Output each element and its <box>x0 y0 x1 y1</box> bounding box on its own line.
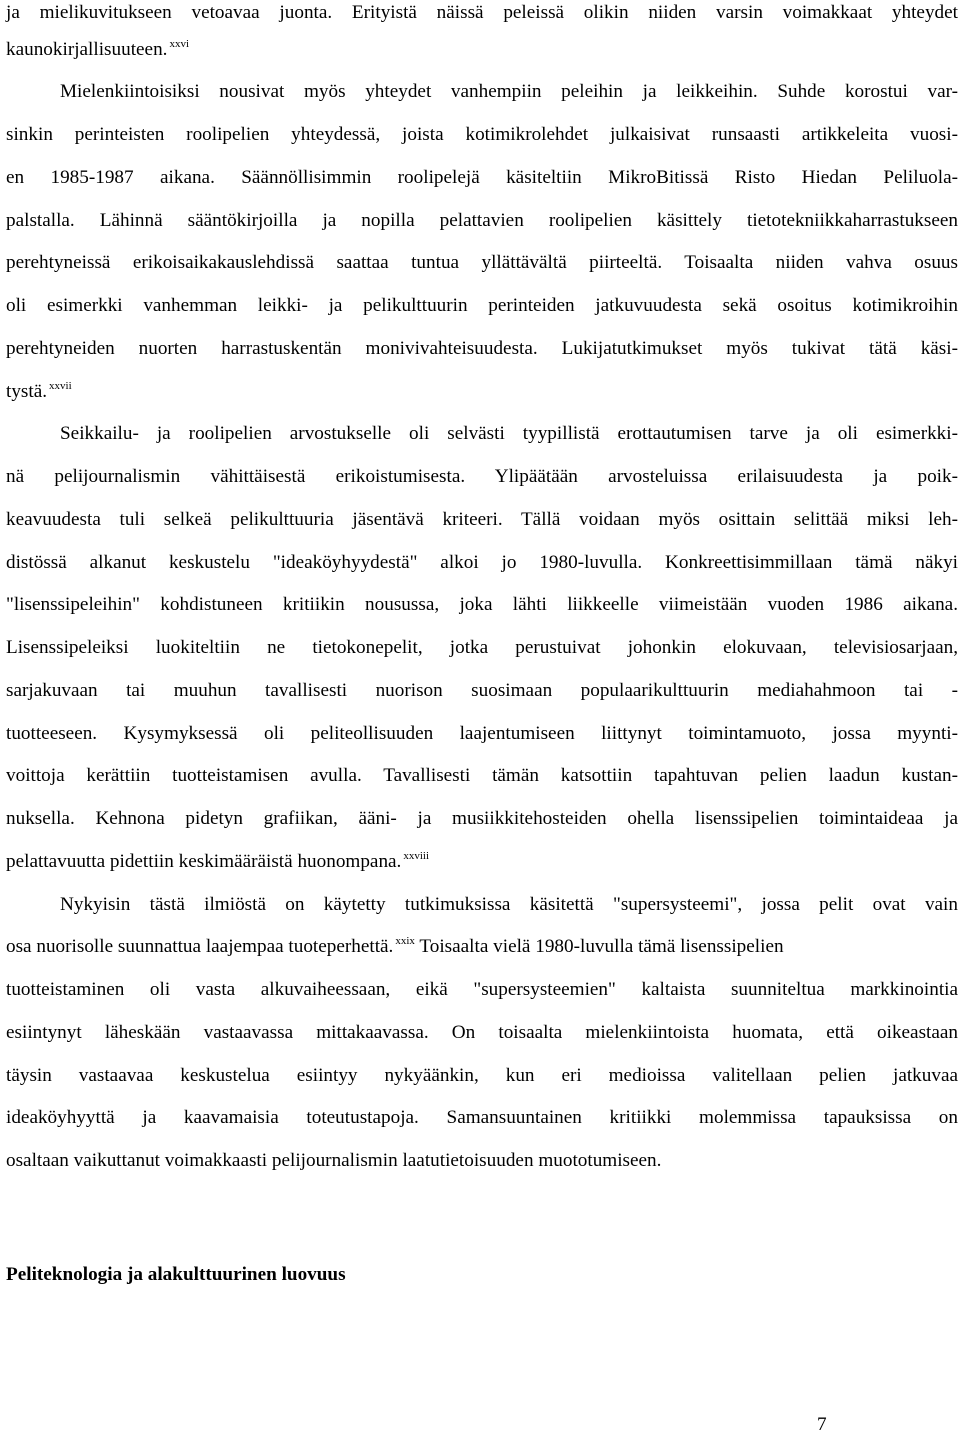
footnote-ref: xxvi <box>169 38 190 51</box>
section-heading: Peliteknologia ja alakulttuurinen luovuus <box>6 1264 346 1285</box>
text-line <box>6 379 958 405</box>
text-line: Mielenkiintoisiksi nousivat myös yhteydet vanhempiin peleihin ja leikkeihin. Suhde korostui var- <box>60 81 958 102</box>
text-line: tuotteistaminen oli vasta alkuvaiheessaan, eikä "supersysteemien" kaltaista suunniteltua markkinointia <box>6 979 958 1000</box>
text-line: distössä alkanut keskustelu "ideaköyhyydestä" alkoi jo 1980-luvulla. Konkreettisimmillaan tämä näkyi <box>6 552 958 573</box>
text-line: Nykyisin tästä ilmiöstä on käytetty tutkimuksissa käsitettä "supersysteemi", jossa pelit ovat vain <box>60 894 958 915</box>
text-line: perehtyneissä erikoisaikakauslehdissä saattaa tuntua yllättävältä piirteeltä. Toisaalta niiden vahva osuus <box>6 252 958 273</box>
text-line: en 1985-1987 aikana. Säännöllisimmin roolipelejä käsiteltiin MikroBitissä Risto Hiedan Peliluola- <box>6 167 958 188</box>
text-line: esiintynyt läheskään vastaavassa mittakaavassa. On toisaalta mielenkiintoista huomata, että oikeastaan <box>6 1022 958 1043</box>
text-line: oli esimerkki vanhemman leikki- ja pelikulttuurin perinteiden jatkuvuudesta sekä osoitus kotimikroihin <box>6 295 958 316</box>
line-text: pelattavuutta pidettiin keskimääräistä huonompana. <box>6 851 402 872</box>
page-number: 7 <box>817 1414 827 1435</box>
text-line: sinkin perinteisten roolipelien yhteydessä, joista kotimikrolehdet julkaisivat runsaasti artikkeleita vuosi- <box>6 124 958 145</box>
text-line: osaltaan vaikuttanut voimakkaasti pelijournalismin laatutietoisuuden muototumiseen. <box>6 1150 662 1171</box>
text-line <box>6 934 958 960</box>
text-line: nuksella. Kehnona pidetyn grafiikan, ääni- ja musiikkitehosteiden ohella lisenssipelien toimintaideaa ja <box>6 808 958 829</box>
text-line: voittoja kerättiin tuotteistamisen avulla. Tavallisesti tämän katsottiin tapahtuvan pelien laadun kustan- <box>6 765 958 786</box>
text-line: ideaköyhyyttä ja kaavamaisia toteutustapoja. Samansuuntainen kritiikki molemmissa tapauksissa on <box>6 1107 958 1128</box>
text-line: sarjakuvaan tai muuhun tavallisesti nuorison suosimaan populaarikulttuurin mediahahmoon tai - <box>6 680 958 701</box>
line-text: kaunokirjallisuuteen. <box>6 39 168 60</box>
text-line: perehtyneiden nuorten harrastuskentän monivivahteisuudesta. Lukijatutkimukset myös tukivat tätä käsi- <box>6 338 958 359</box>
text-line: täysin vastaavaa keskustelua esiintyy nykyäänkin, kun eri medioissa valitellaan pelien jatkuvaa <box>6 1065 958 1086</box>
text-line: Seikkailu- ja roolipelien arvostukselle oli selvästi tyypillistä erottautumisen tarve ja oli esimerkki- <box>60 423 958 444</box>
footnote-ref: xxviii <box>403 850 430 863</box>
text-line: nä pelijournalismin vähittäisestä erikoistumisesta. Ylipäätään arvosteluissa erilaisuudesta ja poik- <box>6 466 958 487</box>
text-line: "lisenssipeleihin" kohdistuneen kritiikin nousussa, joka lähti liikkeelle viimeistään vuoden 1986 aikana. <box>6 594 958 615</box>
line-text: Toisaalta vielä 1980-luvulla tämä lisenssipelien <box>414 936 784 957</box>
line-text: osa nuorisolle suunnattua laajempaa tuoteperhettä. <box>6 936 394 957</box>
footnote-ref: xxix <box>395 935 415 948</box>
text-line <box>6 37 958 63</box>
text-line: palstalla. Lähinnä sääntökirjoilla ja nopilla pelattavien roolipelien käsittely tietotekniikkaharrastukseen <box>6 210 958 231</box>
text-line: tuotteeseen. Kysymyksessä oli peliteollisuuden laajentumiseen liittynyt toimintamuoto, jossa myynti- <box>6 723 958 744</box>
text-line: ja mielikuvitukseen vetoavaa juonta. Erityistä näissä peleissä olikin niiden varsin voimakkaat yhteydet <box>6 2 958 23</box>
text-line: keavuudesta tuli selkeä pelikulttuuria jäsentävä kriteeri. Tällä voidaan myös osittain selittää miksi leh- <box>6 509 958 530</box>
text-line: Lisenssipeleiksi luokiteltiin ne tietokonepelit, jotka perustuivat johonkin elokuvaan, televisiosarjaan, <box>6 637 958 658</box>
text-line <box>6 849 958 875</box>
footnote-ref: xxvii <box>49 380 72 393</box>
line-text: tystä. <box>6 381 48 402</box>
